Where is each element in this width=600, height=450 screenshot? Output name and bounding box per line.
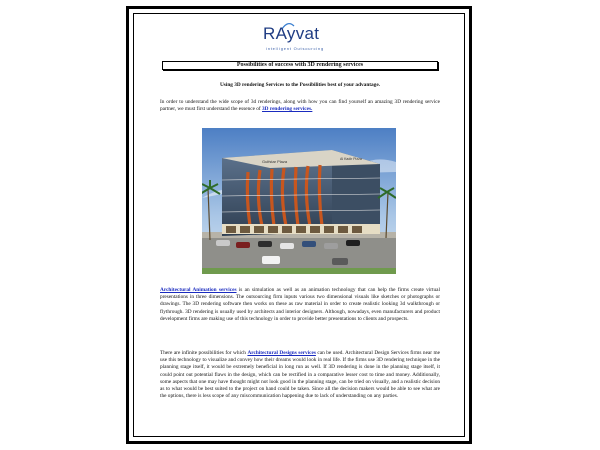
document-page xyxy=(160,20,440,440)
animation-text: is an simulation as well as an animation technology that can help the firms create virtual presentations in three dimensions. The outsourcing firm inputs various two dimensional visuals like sketches or photographs or drawings. The 3D rendering software then works on these as raw material in order to create realistic looking 3d walkthrough or flythrough. 3D rendering is usually used by architects and interior designers. Although, nowadays, even manufacturers and product development firms are making use of this technology in order to provide better presentations to clients and prospects. xyxy=(160,287,440,322)
architectural-animation-services-link[interactable]: Architectural Animation services xyxy=(160,287,237,293)
architectural-designs-services-link[interactable]: Architectural Designs services xyxy=(247,350,316,356)
page-title: Possibilities of success with 3D rendering services xyxy=(162,61,438,70)
logo-wordmark: RAyvat xyxy=(263,24,320,43)
building-render-image xyxy=(202,128,396,274)
logo-tagline: intelligent Outsourcing xyxy=(266,46,324,51)
intro-text: In order to understand the wide scope of 3d renderings, along with how you can find yourself an amazing 3D rendering service partner, we must first understand the essence of xyxy=(160,99,440,113)
design-text-after: can be used. Architectural Design Services firms near me use this technology to visualize and convey how their dreams would look in real life. If the firms use 3D rendering technique in the planning stage itself, it would be extremely beneficial in long run as well. If 3D rendering is done in the planning stage itself, it could point out potential flaws in the design, which can be rectified in a comparative lesser cost to time and money. Additionally, some aspects that one may have thought might not look good in the planning stage, can be tried on visually, and a realistic decision as to what would be best suited to the project on hand could be taken. Since all the decision makers would be able to see what are the options, there is less scope of any miscommunication happening due to lack of understanding on any parties. xyxy=(160,350,441,400)
animation-services-paragraph xyxy=(160,287,440,323)
sign-gulfstar-plaza: Gulfstar Plaza xyxy=(262,159,288,164)
3d-rendering-services-link[interactable]: 3D rendering services. xyxy=(262,106,313,113)
page-subtitle: Using 3D rendering Services to the Possibilities best of your advantage. xyxy=(219,82,381,88)
design-services-paragraph xyxy=(160,350,440,400)
intro-paragraph xyxy=(160,99,440,113)
design-text-before: There are infinite possibilities for which xyxy=(160,350,248,356)
sign-al-kadir: Al Kadir Pizza xyxy=(340,157,362,161)
